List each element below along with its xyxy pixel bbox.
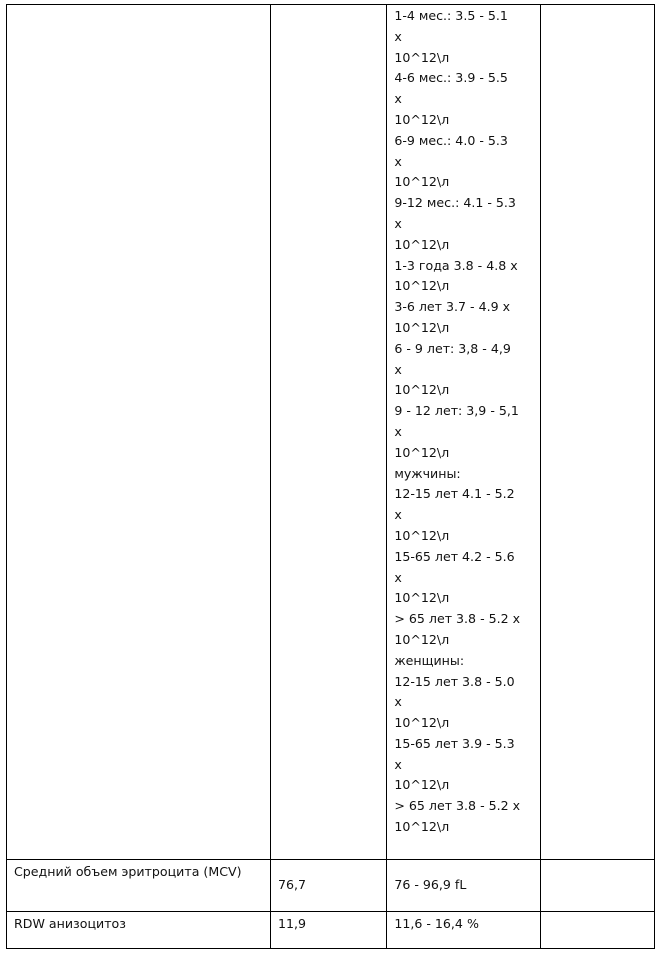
reference-range-cell bbox=[387, 5, 540, 860]
reference-range-line: 1-4 мес.: 3.5 - 5.1 bbox=[394, 8, 508, 23]
note-cell bbox=[540, 5, 655, 860]
table-row bbox=[7, 912, 655, 949]
reference-range-line: 9 - 12 лет: 3,9 - 5,1 bbox=[394, 403, 519, 419]
reference-range-line: 10^12\л bbox=[394, 631, 450, 647]
reference-range-line: x bbox=[394, 28, 402, 44]
reference-range-line: 10^12\л bbox=[394, 236, 450, 252]
reference-range-line: 10^12\л bbox=[394, 382, 450, 398]
reference-range-line: женщины: bbox=[394, 652, 465, 668]
reference-range-line: 15-65 лет 3.9 - 5.3 bbox=[394, 735, 515, 751]
analyte-name-cell bbox=[7, 5, 271, 860]
result-value-cell bbox=[271, 5, 387, 860]
analyte-name-cell: Средний объем эритроцита (MCV) bbox=[7, 860, 271, 912]
reference-range-line: 10^12\л bbox=[394, 715, 450, 731]
reference-range-line: 10^12\л bbox=[394, 319, 450, 335]
reference-range-line: 6 - 9 лет: 3,8 - 4,9 bbox=[394, 340, 511, 356]
reference-range-line: 10^12\л bbox=[394, 590, 450, 606]
note-cell bbox=[540, 912, 655, 949]
reference-range-line: 6-9 мес.: 4.0 - 5.3 bbox=[394, 132, 508, 148]
analyte-name-cell: RDW анизоцитоз bbox=[7, 912, 271, 949]
reference-range-line: x bbox=[394, 215, 402, 231]
reference-range-line: > 65 лет 3.8 - 5.2 x bbox=[394, 798, 521, 814]
reference-range-line: 10^12\л bbox=[394, 777, 450, 793]
table-row bbox=[7, 5, 655, 860]
reference-range-cell: 76 - 96,9 fL bbox=[387, 860, 540, 912]
reference-range-line: 10^12\л bbox=[394, 174, 450, 190]
reference-range-line: 10^12\л bbox=[394, 49, 450, 65]
reference-range-line: 1-3 года 3.8 - 4.8 x bbox=[394, 257, 518, 273]
reference-range-line: 4-6 мес.: 3.9 - 5.5 bbox=[394, 70, 508, 86]
reference-range-line: x bbox=[394, 756, 402, 772]
reference-range-line: x bbox=[394, 91, 402, 107]
table-row bbox=[7, 860, 655, 912]
reference-range-line: мужчины: bbox=[394, 465, 461, 481]
reference-range-line: 10^12\л bbox=[394, 111, 450, 127]
reference-range-line: 12-15 лет 3.8 - 5.0 bbox=[394, 673, 515, 689]
lab-results-table bbox=[6, 4, 655, 949]
reference-range-line: x bbox=[394, 694, 402, 710]
reference-range-line: 9-12 мес.: 4.1 - 5.3 bbox=[394, 195, 516, 211]
reference-range-line: 10^12\л bbox=[394, 819, 450, 835]
reference-range-line: x bbox=[394, 423, 402, 439]
result-value-cell: 76,7 bbox=[271, 860, 387, 912]
reference-range-line: x bbox=[394, 153, 402, 169]
note-cell bbox=[540, 860, 655, 912]
reference-range-cell: 11,6 - 16,4 % bbox=[387, 912, 540, 949]
reference-range-line: 10^12\л bbox=[394, 278, 450, 294]
reference-range-line: 10^12\л bbox=[394, 444, 450, 460]
reference-range-line: x bbox=[394, 361, 402, 377]
reference-range-line: x bbox=[394, 569, 402, 585]
result-value-cell: 11,9 bbox=[271, 912, 387, 949]
reference-range-line: 10^12\л bbox=[394, 527, 450, 543]
reference-range-line: x bbox=[394, 507, 402, 523]
reference-range-line: 3-6 лет 3.7 - 4.9 x bbox=[394, 299, 511, 315]
reference-range-line: 12-15 лет 4.1 - 5.2 bbox=[394, 486, 515, 502]
reference-range-line: > 65 лет 3.8 - 5.2 x bbox=[394, 611, 521, 627]
reference-range-line: 15-65 лет 4.2 - 5.6 bbox=[394, 548, 515, 564]
